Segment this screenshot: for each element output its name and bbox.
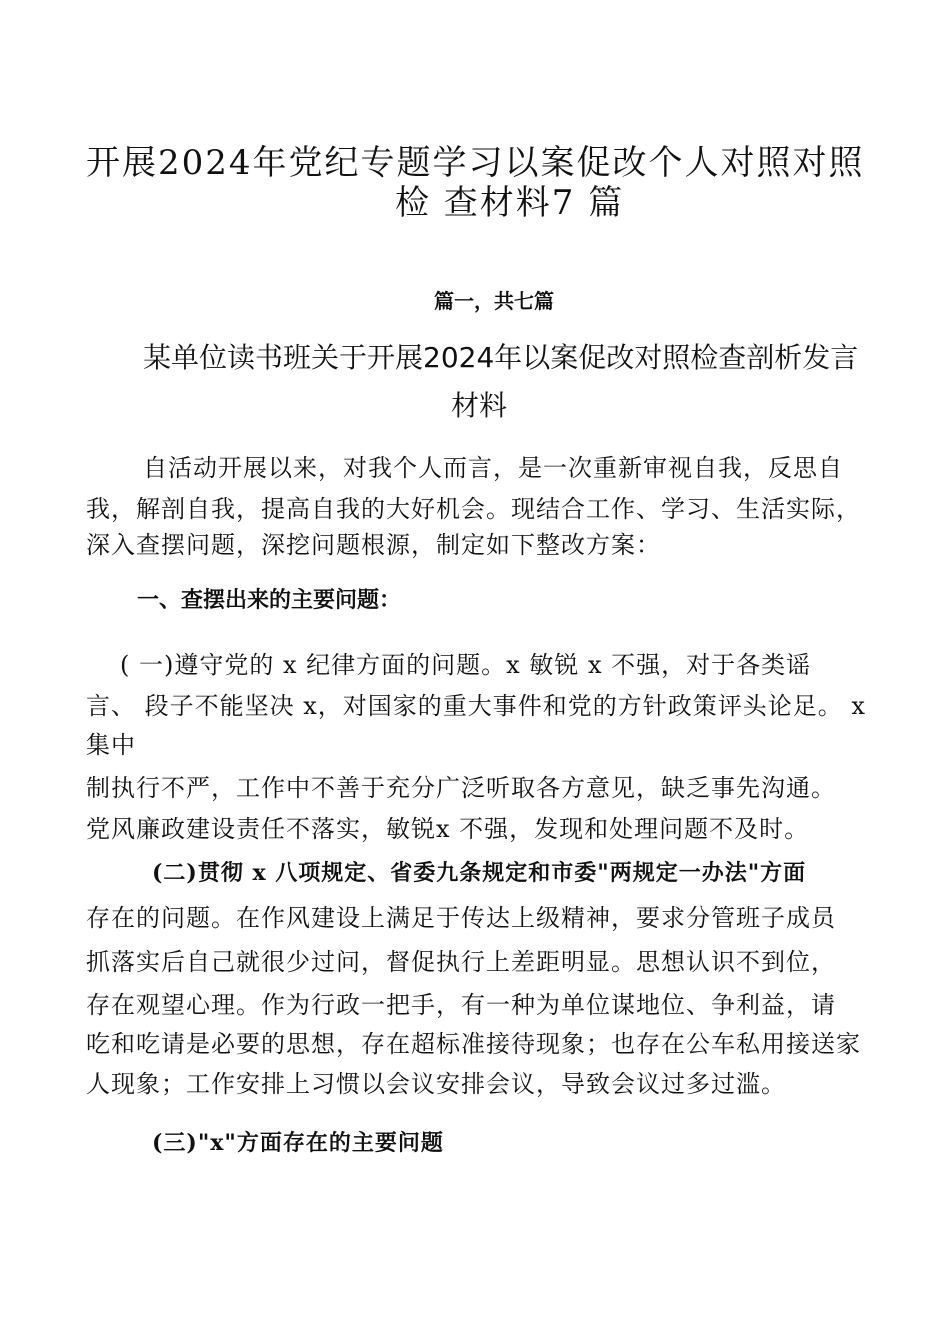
article-title-line-1: 某单位读书班关于开展2024年以案促改对照检查剖析发言 bbox=[143, 341, 859, 374]
p1-line-4: 制执行不严，工作中不善于充分广泛听取各方意见，缺乏事先沟通。 bbox=[86, 774, 836, 802]
section-label: 篇一，共七篇 bbox=[434, 289, 554, 313]
intro-line-2: 我，解剖自我，提高自我的大好机会。现结合工作、学习、生活实际， bbox=[86, 495, 861, 523]
p1-line-5: 党风廉政建设责任不落实，敏锐x 不强，发现和处理问题不及时。 bbox=[86, 815, 810, 843]
document-title-line-2: 检 查材料7 篇 bbox=[395, 183, 625, 223]
section-heading-1: 一、查摆出来的主要问题： bbox=[137, 588, 402, 613]
intro-line-3: 深入查摆问题，深挖问题根源，制定如下整改方案： bbox=[86, 531, 661, 559]
p2-line-2: 抓落实后自己就很少过问，督促执行上差距明显。思想认识不到位， bbox=[86, 948, 836, 976]
document-title-line-1: 开展2024年党纪专题学习以案促改个人对照对照 bbox=[86, 143, 865, 183]
intro-line-1: 自活动开展以来，对我个人而言，是一次重新审视自我，反思自 bbox=[143, 454, 843, 482]
article-title-line-2: 材料 bbox=[451, 389, 508, 422]
p2-line-3: 存在观望心理。作为行政一把手，有一种为单位谋地位、争利益，请 bbox=[86, 991, 836, 1019]
p3-heading: (三)"x"方面存在的主要问题 bbox=[152, 1130, 444, 1156]
p2-line-1: 存在的问题。在作风建设上满足于传达上级精神，要求分管班子成员 bbox=[86, 904, 836, 932]
p2-heading: (二)贯彻 x 八项规定、省委九条规定和市委"两规定一办法"方面 bbox=[152, 860, 807, 886]
p1-line-2: 言、 段子不能坚决 x，对国家的重大事件和党的方针政策评头论足。 x bbox=[86, 692, 866, 720]
p2-line-4: 吃和吃请是必要的思想，存在超标准接待现象；也存在公车私用接送家 bbox=[86, 1030, 861, 1058]
p1-line-3: 集中 bbox=[86, 731, 136, 759]
p1-line-1: ( 一)遵守党的 x 纪律方面的问题。x 敏锐 x 不强，对于各类谣 bbox=[120, 651, 812, 679]
p2-line-5: 人现象；工作安排上习惯以会议安排会议，导致会议过多过滥。 bbox=[86, 1070, 786, 1098]
